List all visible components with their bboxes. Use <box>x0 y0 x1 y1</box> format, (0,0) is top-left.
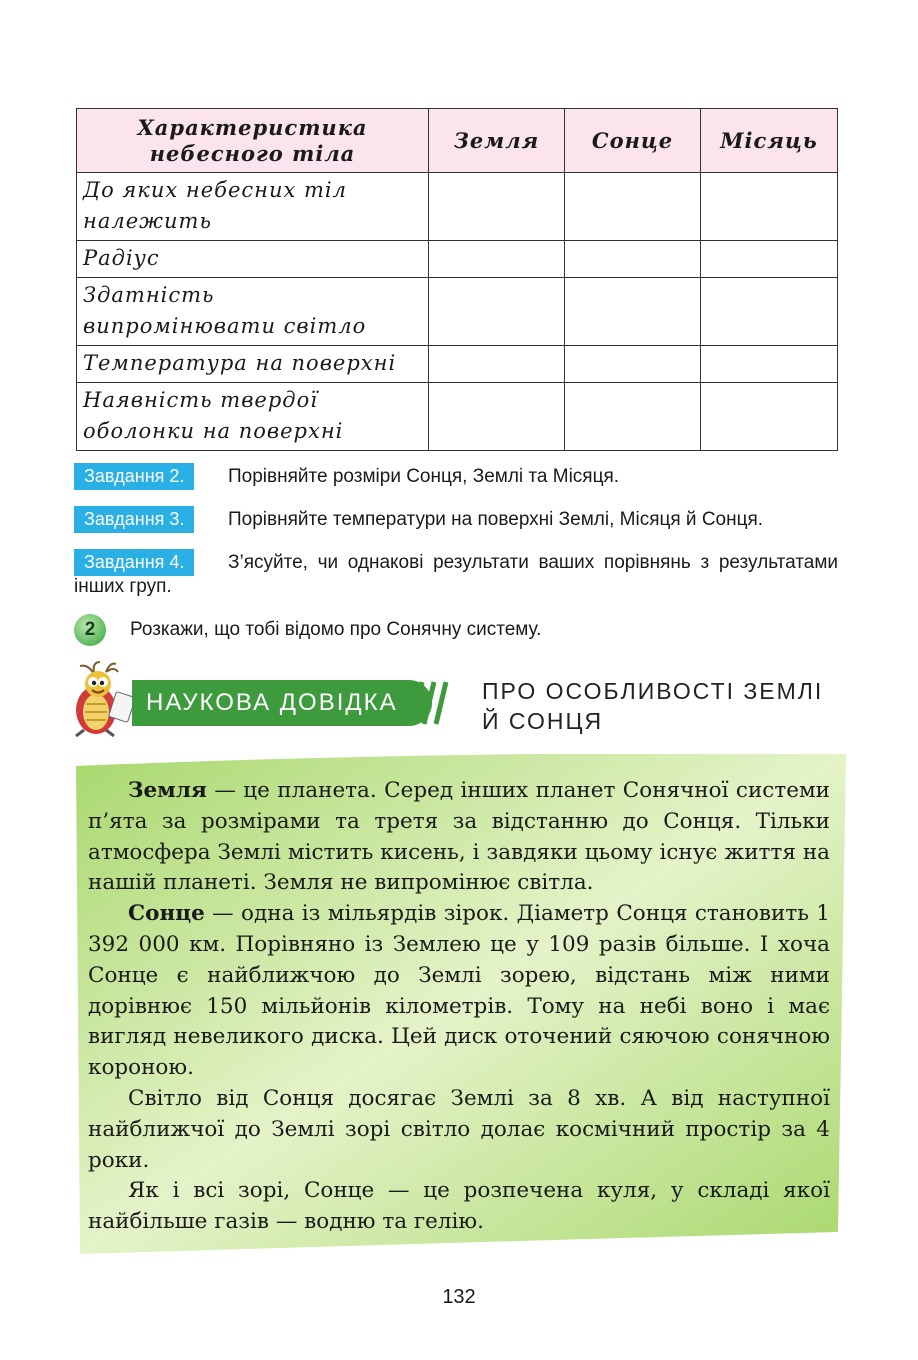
table-row <box>77 383 838 451</box>
cell-earth <box>429 383 565 451</box>
task-text: З’ясуйте, чи однакові результати ваших порівнянь з результатами інших груп. <box>74 552 838 597</box>
row-label: Радіус <box>77 241 429 278</box>
header-moon: Місяць <box>701 109 838 173</box>
cell-moon <box>701 241 838 278</box>
task-text: Порівняйте розміри Сонця, Землі та Місяця. <box>228 466 620 487</box>
row-label: До яких небесних тіл належить <box>77 173 429 241</box>
question-text: Розкажи, що тобі відомо про Сонячну систему. <box>130 619 542 640</box>
cell-earth <box>429 173 565 241</box>
info-paragraph-gases: Як і всі зорі, Сонце — це розпечена куля, у складі якої найбільше газів — водню та гелію. <box>88 1178 830 1235</box>
info-paragraph-text: — одна із мільярдів зірок. Діаметр Сонця становить 1 392 000 км. Порівняно із Землею це у 109 разів більше. І хоча Сонце є найближчою до Землі зорею, відстань між ними дорівнює 150 мільйонів кілометрів. Тому на небі воно і має вигляд невеликого диска. Цей диск оточений сяючою сонячною короною. <box>88 901 830 1081</box>
table-header-row <box>77 109 838 173</box>
cell-sun <box>565 173 701 241</box>
cell-moon <box>701 383 838 451</box>
cell-moon <box>701 278 838 346</box>
cell-moon <box>701 346 838 383</box>
term-sun: Сонце <box>128 901 205 927</box>
row-label: Здатність випромінювати світло <box>77 278 429 346</box>
cell-sun <box>565 278 701 346</box>
cell-sun <box>565 383 701 451</box>
table-row <box>77 346 838 383</box>
term-earth: Земля <box>128 778 207 803</box>
info-paragraph-text: — це планета. Серед інших планет Сонячної системи п’ята за розмірами та третя за відстанню до Сонця. Тільки атмосфера Землі містить кисень, і завдяки цьому існує життя на нашій планеті. Земля не випромінює світла. <box>88 778 830 896</box>
header-earth: Земля <box>429 109 565 173</box>
table-row <box>77 278 838 346</box>
question-number-badge: 2 <box>74 614 106 646</box>
comparison-table <box>76 108 838 451</box>
cell-sun <box>565 346 701 383</box>
header-sun: Сонце <box>565 109 701 173</box>
cell-earth <box>429 241 565 278</box>
table-row <box>77 173 838 241</box>
cell-earth <box>429 278 565 346</box>
row-label: Наявність твердої оболонки на поверхні <box>77 383 429 451</box>
banner-stripes-icon <box>408 680 458 726</box>
science-reference-banner: НАУКОВА ДОВІДКА <box>132 680 432 726</box>
task-label: Завдання 3. <box>74 506 194 533</box>
task-text: Порівняйте температури на поверхні Землі, Місяця й Сонця. <box>228 509 764 530</box>
cell-sun <box>565 241 701 278</box>
info-paragraph-earth <box>88 776 830 899</box>
table-row <box>77 241 838 278</box>
info-paragraph-light: Світло від Сонця досягає Землі за 8 хв. А від наступної найближчої до Землі зорі світло долає космічний простір за 4 роки. <box>88 1085 830 1173</box>
task-label: Завдання 4. <box>74 549 194 576</box>
info-text <box>88 776 830 1238</box>
cell-moon <box>701 173 838 241</box>
page-number: 132 <box>442 1286 476 1308</box>
info-paragraph-sun <box>88 899 830 1084</box>
banner-subtitle: ПРО ОСОБЛИВОСТІ ЗЕМЛІ Й СОНЦЯ <box>482 678 824 734</box>
row-label: Температура на поверхні <box>77 346 429 383</box>
cell-earth <box>429 346 565 383</box>
header-characteristic: Характеристика небесного тіла <box>77 109 429 173</box>
task-label: Завдання 2. <box>74 463 194 490</box>
